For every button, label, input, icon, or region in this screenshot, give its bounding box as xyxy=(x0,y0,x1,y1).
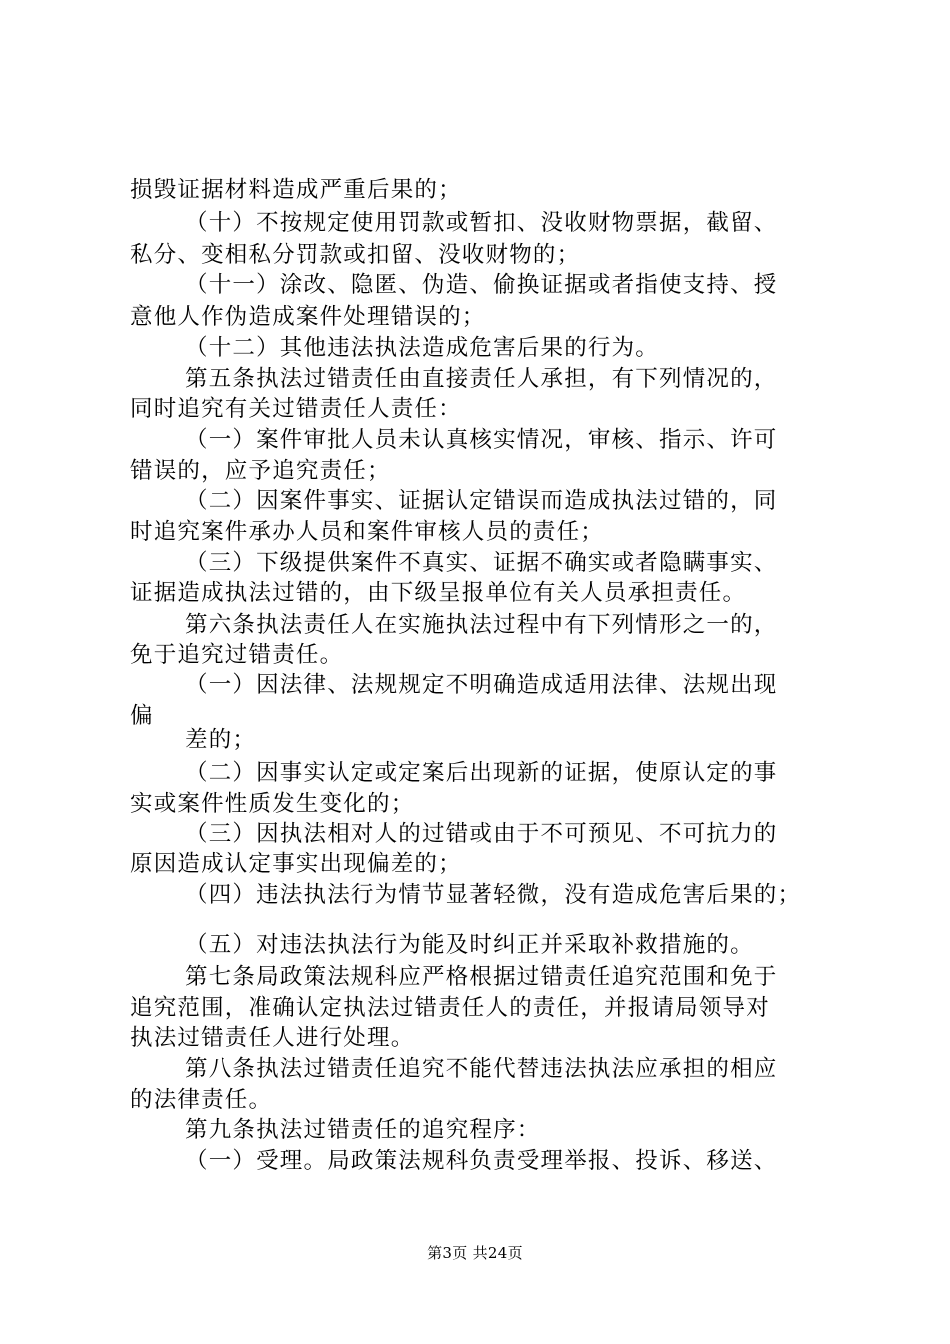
body-text-line: 第七条局政策法规科应严格根据过错责任追究范围和免于 xyxy=(185,964,778,990)
body-text-line: 执法过错责任人进行处理。 xyxy=(130,1025,415,1051)
body-text-line: 的法律责任。 xyxy=(130,1087,273,1113)
body-text-line: 时追究案件承办人员和案件审核人员的责任； xyxy=(130,519,605,545)
body-text-line: （一）案件审批人员未认真核实情况，审核、指示、许可 xyxy=(185,427,778,453)
body-text-line: （三）下级提供案件不真实、证据不确实或者隐瞒事实、 xyxy=(185,550,778,576)
body-text-line: 第八条执法过错责任追究不能代替违法执法应承担的相应 xyxy=(185,1056,778,1082)
body-text-line: （十）不按规定使用罚款或暂扣、没收财物票据，截留、 xyxy=(185,210,778,236)
body-text-line: 私分、变相私分罚款或扣留、没收财物的； xyxy=(130,242,581,268)
body-text-line: 第六条执法责任人在实施执法过程中有下列情形之一的， xyxy=(185,612,778,638)
page-footer: 第3页 共24页 xyxy=(427,1244,523,1262)
body-text-line: （十二）其他违法执法造成危害后果的行为。 xyxy=(185,335,660,361)
body-text-line: （三）因执法相对人的过错或由于不可预见、不可抗力的 xyxy=(185,821,778,847)
body-text-line: 原因造成认定事实出现偏差的； xyxy=(130,851,462,877)
body-text-line: 同时追究有关过错责任人责任： xyxy=(130,396,462,422)
body-text-line: 错误的，应予追究责任； xyxy=(130,458,391,484)
body-text-line: 损毁证据材料造成严重后果的； xyxy=(130,177,462,203)
body-text-line: 差的； xyxy=(185,727,257,753)
body-text-line: 偏 xyxy=(130,703,154,729)
body-text-line: （十一）涂改、隐匿、伪造、偷换证据或者指使支持、授 xyxy=(185,272,778,298)
body-text-line: 第九条执法过错责任的追究程序： xyxy=(185,1117,541,1143)
body-text-line: （四）违法执法行为情节显著轻微，没有造成危害后果的； xyxy=(185,882,802,908)
body-text-line: 追究范围，准确认定执法过错责任人的责任，并报请局领导对 xyxy=(130,995,770,1021)
body-text-line: 免于追究过错责任。 xyxy=(130,642,344,668)
body-text-line: （五）对违法执法行为能及时纠正并采取补救措施的。 xyxy=(185,932,754,958)
body-text-line: （一）受理。局政策法规科负责受理举报、投诉、移送、 xyxy=(185,1148,778,1174)
body-text-line: （二）因案件事实、证据认定错误而造成执法过错的，同 xyxy=(185,488,778,514)
body-text-line: 意他人作伪造成案件处理错误的； xyxy=(130,304,486,330)
body-text-line: 第五条执法过错责任由直接责任人承担，有下列情况的， xyxy=(185,366,778,392)
body-text-line: （二）因事实认定或定案后出现新的证据，使原认定的事 xyxy=(185,760,778,786)
body-text-line: 证据造成执法过错的，由下级呈报单位有关人员承担责任。 xyxy=(130,580,747,606)
body-text-line: （一）因法律、法规规定不明确造成适用法律、法规出现 xyxy=(185,672,778,698)
body-text-line: 实或案件性质发生变化的； xyxy=(130,791,415,817)
